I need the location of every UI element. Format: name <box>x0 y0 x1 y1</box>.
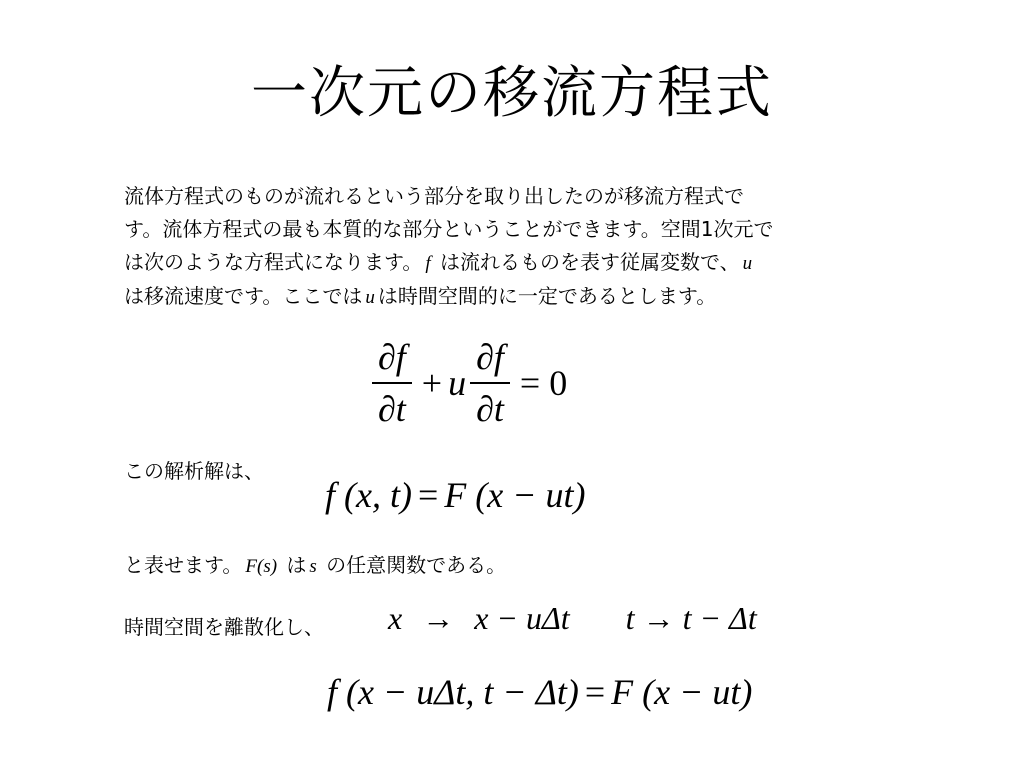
map-x-shift: x − uΔt <box>474 600 570 636</box>
discretization-mapping <box>388 600 757 637</box>
equation1-rhs: = 0 <box>519 363 568 403</box>
arrow-x: → <box>422 600 455 636</box>
function-F-s: F(s) <box>245 556 278 577</box>
intro-line-3 <box>124 246 914 280</box>
arrow-t: → <box>642 600 675 636</box>
fraction-df-dt-left <box>372 336 412 430</box>
intro-line-2: す。流体方程式の最も本質的な部分ということができます。空間1次元で <box>124 217 774 241</box>
variable-f: f <box>425 253 431 274</box>
solution-rhs: F (x − ut) <box>444 475 586 515</box>
variable-u: u <box>742 253 753 274</box>
discrete-rhs: F (x − ut) <box>611 672 753 712</box>
discrete-solution <box>327 671 752 713</box>
solution-equals: = <box>417 475 439 515</box>
analytic-solution <box>325 474 586 516</box>
discrete-equals: = <box>584 672 606 712</box>
fraction-denominator-left: ∂t <box>372 382 412 430</box>
map-x: x <box>388 600 403 636</box>
velocity-u: u <box>448 363 467 403</box>
fraction-numerator-left: ∂f <box>378 337 406 377</box>
fraction-df-dt-right <box>470 336 510 430</box>
intro-line-3-text-b: は流れるものを表す従属変数で、 <box>433 250 740 274</box>
solution-label: この解析解は、 <box>124 459 264 483</box>
fraction-numerator-right: ∂f <box>476 337 504 377</box>
expression-text-b: は <box>280 553 307 577</box>
slide-title: 一次元の移流方程式 <box>251 61 773 126</box>
discrete-lhs: f (x − uΔt, t − Δt) <box>327 672 579 712</box>
intro-line-3-text-a: は次のような方程式になります。 <box>124 250 423 274</box>
plus-sign: + <box>421 363 443 403</box>
solution-lhs: f (x, t) <box>325 475 412 515</box>
expression-text-a: と表せます。 <box>124 553 243 577</box>
expression-line <box>124 549 914 583</box>
variable-u-inline: u <box>365 287 375 308</box>
intro-line-4 <box>124 280 914 314</box>
map-t-shift: t − Δt <box>682 600 757 636</box>
expression-text-c: の任意関数である。 <box>319 553 507 577</box>
discretize-label: 時間空間を離散化し、 <box>124 615 324 639</box>
intro-line-1: 流体方程式のものが流れるという部分を取り出したのが移流方程式で <box>124 184 744 208</box>
intro-paragraph <box>124 180 914 314</box>
intro-line-4-text-a: は移流速度です。ここでは <box>124 284 363 308</box>
fraction-denominator-right: ∂t <box>470 382 510 430</box>
variable-s: s <box>309 556 317 577</box>
intro-line-4-text-b: は時間空間的に一定であるとします。 <box>377 284 717 308</box>
map-t: t <box>625 600 635 636</box>
advection-equation <box>368 336 573 430</box>
